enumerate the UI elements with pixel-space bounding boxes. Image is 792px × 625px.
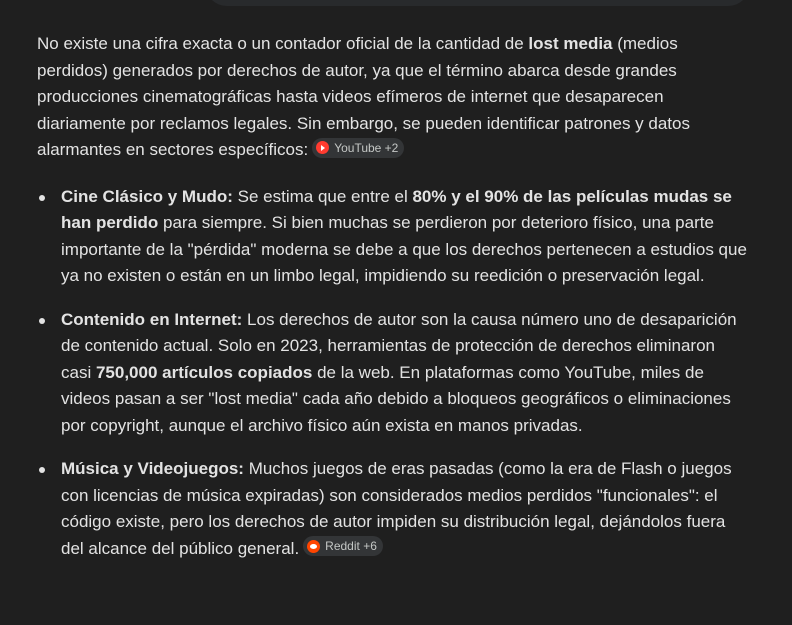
- reddit-icon: [307, 540, 320, 553]
- source-chip-label: YouTube +2: [334, 140, 399, 155]
- list-item-text: Muchos juegos de eras pasadas (como la era de Flash o juegos con licencias de música expiradas) son considerados medios perdidos "funcionales": el código existe, pero los derechos de autor impiden su distribución legal, dejándolos fuera del alcance del público general.: [61, 459, 732, 558]
- list-item-text: Los derechos de autor son la causa número uno de desaparición de contenido actual. Solo en 2023, herramientas de protección de derechos eliminaron casi: [61, 309, 737, 382]
- source-chip-youtube[interactable]: [312, 138, 404, 158]
- list-item: [37, 184, 749, 290]
- list-item-text: Se estima que entre el: [232, 186, 413, 206]
- list-item-title: Música y Videojuegos:: [61, 459, 244, 478]
- intro-bold-term: lost media: [528, 34, 613, 53]
- source-chip-reddit[interactable]: [303, 536, 383, 556]
- list-item-title: Cine Clásico y Mudo:: [61, 186, 233, 206]
- list-item: [37, 456, 749, 562]
- list-item-text-cont: para siempre. Si bien muchas se perdieron por deterioro físico, una parte importante de la "pérdida" moderna se debe a que los derechos pertenecen a estudios que ya no existen o están en un limbo legal, impidiendo su reedición o preservación legal.: [61, 213, 747, 285]
- list-item-title: Contenido en Internet:: [61, 309, 243, 329]
- list-item-bold: 750,000 artículos copiados: [95, 362, 313, 382]
- intro-text: No existe una cifra exacta o un contador oficial de la cantidad de: [37, 34, 529, 53]
- list-item: [37, 307, 749, 440]
- intro-paragraph: [37, 31, 749, 164]
- response-content: [37, 31, 749, 579]
- source-chip-label: Reddit +6: [325, 539, 377, 553]
- prompt-input-bar[interactable]: [205, 0, 750, 6]
- youtube-icon: [316, 141, 329, 154]
- list-item-bold: 80% y el 90% de las películas mudas se han perdido: [61, 186, 732, 232]
- bullet-list: [37, 184, 749, 563]
- intro-text-cont: (medios perdidos) generados por derechos de autor, ya que el término abarca desde grandes producciones cinematográficas hasta videos efímeros de internet que desaparecen diariamente por reclamos legales. Sin embargo, se pueden identificar patrones y datos alarmantes en sectores específicos:: [37, 34, 690, 159]
- list-item-text-cont: de la web. En plataformas como YouTube, miles de videos pasan a ser "lost media" cada año debido a bloqueos geográficos o eliminaciones por copyright, aunque el archivo físico aún exista en manos privadas.: [61, 362, 731, 435]
